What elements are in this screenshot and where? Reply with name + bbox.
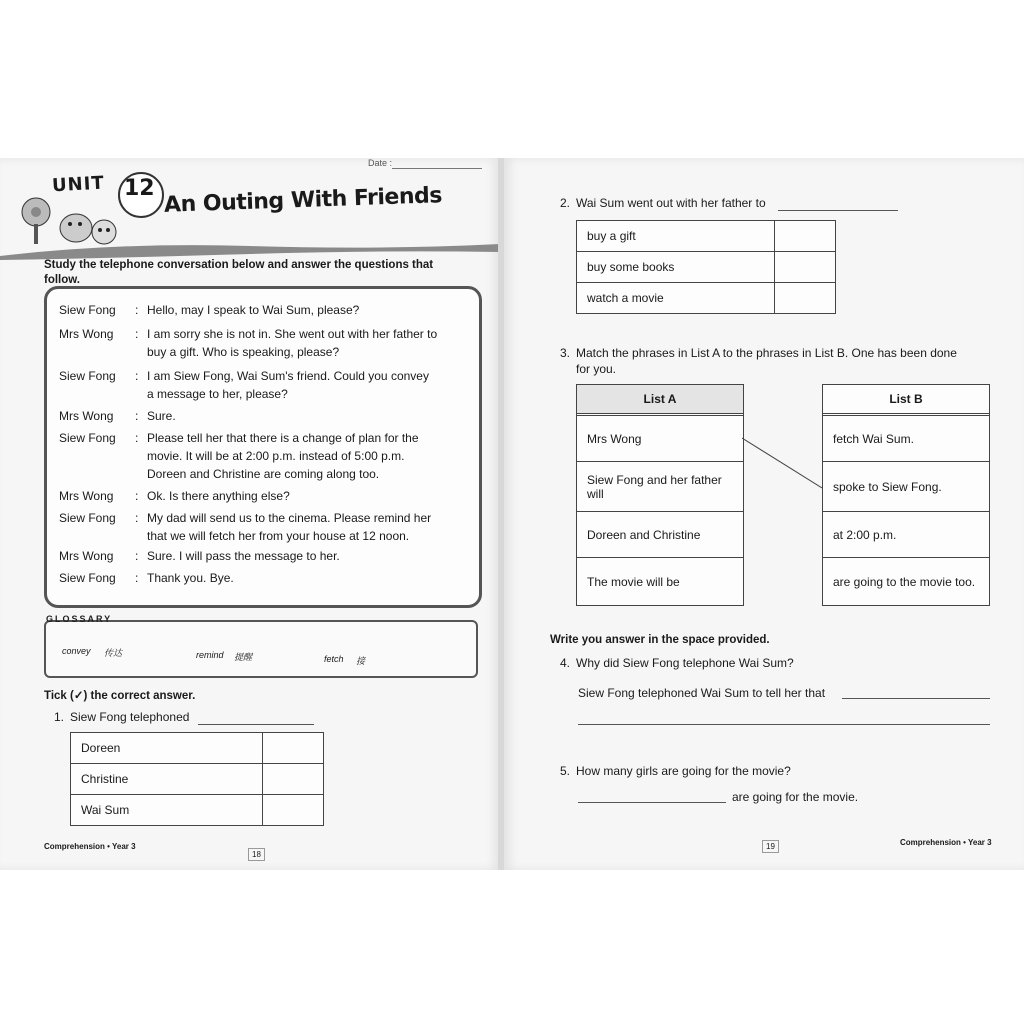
tick-box[interactable] — [263, 795, 324, 826]
option-label: Christine — [71, 764, 263, 795]
question-number: 3. — [560, 346, 571, 360]
speaker: Siew Fong — [59, 571, 116, 585]
tick-box[interactable] — [775, 221, 836, 252]
right-page — [504, 158, 1024, 870]
dialogue-line: I am sorry she is not in. She went out with her father to — [147, 327, 438, 341]
dialogue-line: I am Siew Fong, Wai Sum's friend. Could you convey — [147, 369, 429, 383]
q2-options-table — [576, 220, 836, 314]
dialogue-line: Hello, may I speak to Wai Sum, please? — [147, 303, 360, 317]
list-b — [822, 384, 990, 606]
dialogue-line: Please tell her that there is a change of plan for the — [147, 431, 419, 445]
glossary-meaning: 传达 — [104, 648, 123, 658]
option-label: watch a movie — [577, 283, 775, 314]
write-instruction: Write you answer in the space provided. — [550, 634, 770, 646]
question-number: 1. — [54, 710, 65, 724]
answer-line[interactable] — [842, 698, 990, 699]
answer-stem: are going for the movie. — [732, 790, 859, 804]
list-a-item[interactable]: Doreen and Christine — [577, 511, 743, 557]
glossary-word: remind — [196, 650, 224, 660]
question-text: for you. — [576, 362, 617, 376]
page-number: 18 — [248, 848, 265, 861]
speaker: Siew Fong — [59, 303, 116, 317]
tick-instruction: Tick (✓) the correct answer. — [44, 690, 196, 702]
date-line — [392, 168, 482, 169]
glossary-tag: GLOSSARY — [46, 614, 113, 624]
question-number: 2. — [560, 196, 571, 210]
list-b-item[interactable]: fetch Wai Sum. — [823, 415, 989, 461]
question-number: 5. — [560, 764, 571, 778]
table-row — [71, 795, 324, 826]
header-swoosh — [0, 238, 500, 260]
list-b-title: List B — [823, 385, 989, 414]
speaker: Siew Fong — [59, 431, 116, 445]
option-label: Wai Sum — [71, 795, 263, 826]
tick-box[interactable] — [263, 764, 324, 795]
glossary-meaning: 提醒 — [234, 652, 253, 662]
table-row — [577, 221, 836, 252]
speaker: Mrs Wong — [59, 409, 114, 423]
answer-line[interactable] — [578, 802, 726, 803]
page-footer: Comprehension • Year 3 — [44, 842, 136, 851]
dialogue-line: Ok. Is there anything else? — [147, 489, 290, 503]
option-label: buy some books — [577, 252, 775, 283]
unit-label: UNIT — [51, 172, 106, 197]
dialogue-line: movie. It will be at 2:00 p.m. instead of 5:00 p.m. — [147, 449, 405, 463]
question-number: 4. — [560, 656, 571, 670]
tick-box[interactable] — [775, 283, 836, 314]
glossary-meaning: 接 — [356, 656, 366, 666]
table-row — [71, 764, 324, 795]
table-row — [71, 733, 324, 764]
tick-box[interactable] — [775, 252, 836, 283]
list-b-item[interactable]: spoke to Siew Fong. — [823, 461, 989, 511]
speaker: Mrs Wong — [59, 327, 114, 341]
instruction-line-2: follow. — [44, 274, 80, 286]
dialogue-line: Doreen and Christine are coming along too. — [147, 467, 380, 481]
glossary-word: fetch — [324, 654, 344, 664]
conversation-box: Siew Fong : Hello, may I speak to Wai Sum, please? Mrs Wong : I am sorry she is not in. She went out with her father to buy a gift. Who is speaking, please? Siew Fong : I am Siew Fong, Wai Sum's friend. Could you convey a message to her, please? Mrs Wong : Sure. Siew Fong : Please tell her that there is a change of plan for the movie. It will be at 2:00 p.m. instead of 5:00 p.m. Doreen and Christine are coming along too. Mrs Wong : Ok. Is there anything else? Siew Fong : My dad will send us to the cinema. Please remind her that we will fetch her from your house at 12 noon. Mrs Wong : Sure. I will pass the message to her. Siew Fong : Thank you. Bye. — [44, 286, 482, 608]
book-spread — [0, 158, 1024, 870]
list-a-item[interactable]: Mrs Wong — [577, 415, 743, 461]
page-title: An Outing With Friends — [163, 183, 443, 218]
dialogue-line: My dad will send us to the cinema. Please remind her — [147, 511, 432, 525]
list-b-item[interactable]: are going to the movie too. — [823, 557, 989, 605]
question-text: Match the phrases in List A to the phrases in List B. One has been done — [576, 346, 957, 360]
answer-stem: Siew Fong telephoned Wai Sum to tell her that — [578, 686, 826, 700]
list-a — [576, 384, 744, 606]
tick-box[interactable] — [263, 733, 324, 764]
speaker: Mrs Wong — [59, 549, 114, 563]
dialogue-line: Thank you. Bye. — [147, 571, 234, 585]
speaker: Siew Fong — [59, 511, 116, 525]
list-a-title: List A — [577, 385, 743, 414]
left-page — [0, 158, 500, 870]
glossary-word: convey — [62, 646, 91, 656]
speaker: Siew Fong — [59, 369, 116, 383]
dialogue-line: a message to her, please? — [147, 387, 288, 401]
dialogue-line: buy a gift. Who is speaking, please? — [147, 345, 340, 359]
table-row — [577, 283, 836, 314]
list-a-item[interactable]: Siew Fong and her father will — [577, 461, 743, 511]
list-b-item[interactable]: at 2:00 p.m. — [823, 511, 989, 557]
dialogue-line: Sure. — [147, 409, 176, 423]
question-text: How many girls are going for the movie? — [576, 764, 791, 778]
answer-line[interactable] — [778, 210, 898, 211]
option-label: Doreen — [71, 733, 263, 764]
answer-line[interactable] — [198, 724, 314, 725]
match-line — [742, 384, 822, 604]
unit-number: 12 — [124, 176, 155, 201]
dialogue-line: that we will fetch her from your house at 12 noon. — [147, 529, 410, 543]
page-footer: Comprehension • Year 3 — [900, 838, 992, 847]
q1-options-table — [70, 732, 324, 826]
question-text: Wai Sum went out with her father to — [576, 196, 766, 210]
date-label: Date : — [368, 158, 393, 168]
question-text: Why did Siew Fong telephone Wai Sum? — [576, 656, 794, 670]
table-row — [577, 252, 836, 283]
list-a-item[interactable]: The movie will be — [577, 557, 743, 605]
page-number: 19 — [762, 840, 779, 853]
question-text: Siew Fong telephoned — [70, 710, 190, 724]
answer-line[interactable] — [578, 724, 990, 725]
instruction-line-1: Study the telephone conversation below and answer the questions that — [44, 259, 434, 271]
dialogue-line: Sure. I will pass the message to her. — [147, 549, 340, 563]
speaker: Mrs Wong — [59, 489, 114, 503]
option-label: buy a gift — [577, 221, 775, 252]
